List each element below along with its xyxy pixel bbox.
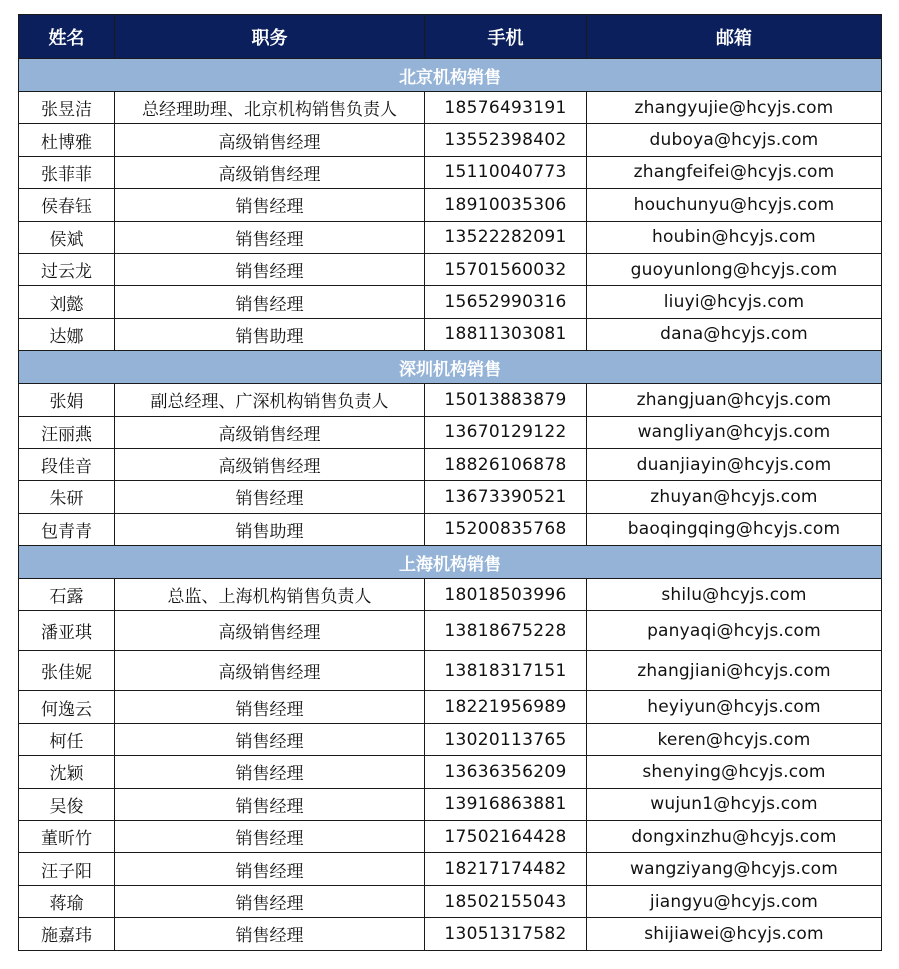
cell-phone: 13916863881 (425, 788, 587, 820)
cell-title: 总监、上海机构销售负责人 (115, 579, 425, 611)
cell-title: 销售经理 (115, 286, 425, 318)
cell-name: 段佳音 (19, 448, 115, 480)
cell-title: 销售经理 (115, 189, 425, 221)
cell-name: 刘懿 (19, 286, 115, 318)
cell-phone: 15110040773 (425, 156, 587, 188)
cell-title: 高级销售经理 (115, 448, 425, 480)
cell-email: baoqingqing@hcyjs.com (587, 513, 882, 545)
cell-phone: 13818317151 (425, 651, 587, 691)
cell-email: zhangfeifei@hcyjs.com (587, 156, 882, 188)
header-title: 职务 (115, 15, 425, 59)
table-row (19, 885, 882, 917)
table-row (19, 918, 882, 950)
table-row (19, 579, 882, 611)
cell-email: guoyunlong@hcyjs.com (587, 253, 882, 285)
cell-title: 销售经理 (115, 691, 425, 723)
cell-name: 张佳妮 (19, 651, 115, 691)
cell-title: 销售经理 (115, 756, 425, 788)
cell-phone: 15013883879 (425, 384, 587, 416)
cell-title: 销售经理 (115, 788, 425, 820)
cell-email: liuyi@hcyjs.com (587, 286, 882, 318)
cell-email: zhangjiani@hcyjs.com (587, 651, 882, 691)
section-header-row (19, 546, 882, 579)
cell-email: houbin@hcyjs.com (587, 221, 882, 253)
section-title: 上海机构销售 (19, 546, 882, 579)
cell-phone: 18910035306 (425, 189, 587, 221)
cell-phone: 13051317582 (425, 918, 587, 950)
cell-email: duboya@hcyjs.com (587, 124, 882, 156)
cell-phone: 18221956989 (425, 691, 587, 723)
table-row (19, 124, 882, 156)
cell-name: 过云龙 (19, 253, 115, 285)
table-row (19, 853, 882, 885)
cell-phone: 13522282091 (425, 221, 587, 253)
cell-phone: 18217174482 (425, 853, 587, 885)
cell-email: zhuyan@hcyjs.com (587, 481, 882, 513)
cell-title: 销售助理 (115, 318, 425, 350)
cell-name: 何逸云 (19, 691, 115, 723)
cell-name: 蒋瑜 (19, 885, 115, 917)
cell-name: 柯任 (19, 723, 115, 755)
table-row (19, 691, 882, 723)
cell-title: 高级销售经理 (115, 651, 425, 691)
cell-title: 销售经理 (115, 221, 425, 253)
section-title: 北京机构销售 (19, 59, 882, 92)
cell-phone: 13818675228 (425, 611, 587, 651)
cell-name: 汪子阳 (19, 853, 115, 885)
table-row (19, 92, 882, 124)
cell-email: keren@hcyjs.com (587, 723, 882, 755)
cell-email: dana@hcyjs.com (587, 318, 882, 350)
cell-name: 张菲菲 (19, 156, 115, 188)
section-title: 深圳机构销售 (19, 351, 882, 384)
table-row (19, 416, 882, 448)
cell-name: 施嘉玮 (19, 918, 115, 950)
cell-title: 销售经理 (115, 723, 425, 755)
cell-email: houchunyu@hcyjs.com (587, 189, 882, 221)
cell-email: wangliyan@hcyjs.com (587, 416, 882, 448)
table-row (19, 788, 882, 820)
table-row (19, 723, 882, 755)
cell-phone: 13670129122 (425, 416, 587, 448)
table-row (19, 286, 882, 318)
cell-email: zhangjuan@hcyjs.com (587, 384, 882, 416)
cell-title: 高级销售经理 (115, 611, 425, 651)
cell-phone: 18576493191 (425, 92, 587, 124)
cell-name: 沈颖 (19, 756, 115, 788)
header-row (19, 15, 882, 59)
cell-email: duanjiayin@hcyjs.com (587, 448, 882, 480)
table-row (19, 318, 882, 350)
cell-email: zhangyujie@hcyjs.com (587, 92, 882, 124)
cell-email: wangziyang@hcyjs.com (587, 853, 882, 885)
cell-phone: 17502164428 (425, 821, 587, 853)
cell-title: 总经理助理、北京机构销售负责人 (115, 92, 425, 124)
cell-name: 朱研 (19, 481, 115, 513)
cell-email: dongxinzhu@hcyjs.com (587, 821, 882, 853)
table-row (19, 189, 882, 221)
cell-title: 高级销售经理 (115, 156, 425, 188)
cell-title: 销售经理 (115, 885, 425, 917)
cell-email: shijiawei@hcyjs.com (587, 918, 882, 950)
cell-phone: 13020113765 (425, 723, 587, 755)
cell-title: 高级销售经理 (115, 124, 425, 156)
cell-phone: 18018503996 (425, 579, 587, 611)
table-row (19, 821, 882, 853)
cell-phone: 13673390521 (425, 481, 587, 513)
cell-phone: 18502155043 (425, 885, 587, 917)
cell-title: 高级销售经理 (115, 416, 425, 448)
cell-phone: 15200835768 (425, 513, 587, 545)
cell-name: 吴俊 (19, 788, 115, 820)
table-row (19, 651, 882, 691)
cell-phone: 13552398402 (425, 124, 587, 156)
table-row (19, 253, 882, 285)
cell-title: 销售经理 (115, 481, 425, 513)
section-header-row (19, 351, 882, 384)
cell-name: 汪丽燕 (19, 416, 115, 448)
cell-email: heyiyun@hcyjs.com (587, 691, 882, 723)
cell-email: shenying@hcyjs.com (587, 756, 882, 788)
cell-phone: 18811303081 (425, 318, 587, 350)
header-name: 姓名 (19, 15, 115, 59)
sales-contact-table (18, 14, 882, 951)
cell-title: 销售经理 (115, 821, 425, 853)
cell-email: jiangyu@hcyjs.com (587, 885, 882, 917)
cell-name: 达娜 (19, 318, 115, 350)
cell-name: 包青青 (19, 513, 115, 545)
cell-phone: 18826106878 (425, 448, 587, 480)
cell-email: wujun1@hcyjs.com (587, 788, 882, 820)
cell-name: 张娟 (19, 384, 115, 416)
cell-phone: 15701560032 (425, 253, 587, 285)
cell-title: 销售经理 (115, 918, 425, 950)
header-phone: 手机 (425, 15, 587, 59)
cell-name: 石露 (19, 579, 115, 611)
table-row (19, 513, 882, 545)
cell-title: 销售经理 (115, 853, 425, 885)
cell-phone: 15652990316 (425, 286, 587, 318)
table-body (19, 59, 882, 951)
cell-name: 张昱洁 (19, 92, 115, 124)
table-row (19, 611, 882, 651)
table-row (19, 156, 882, 188)
header-email: 邮箱 (587, 15, 882, 59)
cell-email: shilu@hcyjs.com (587, 579, 882, 611)
cell-name: 杜博雅 (19, 124, 115, 156)
table-row (19, 221, 882, 253)
table-row (19, 481, 882, 513)
cell-phone: 13636356209 (425, 756, 587, 788)
cell-title: 副总经理、广深机构销售负责人 (115, 384, 425, 416)
cell-title: 销售经理 (115, 253, 425, 285)
cell-title: 销售助理 (115, 513, 425, 545)
cell-name: 侯斌 (19, 221, 115, 253)
cell-email: panyaqi@hcyjs.com (587, 611, 882, 651)
section-header-row (19, 59, 882, 92)
table-row (19, 448, 882, 480)
cell-name: 侯春钰 (19, 189, 115, 221)
cell-name: 潘亚琪 (19, 611, 115, 651)
table-row (19, 756, 882, 788)
table-row (19, 384, 882, 416)
cell-name: 董昕竹 (19, 821, 115, 853)
